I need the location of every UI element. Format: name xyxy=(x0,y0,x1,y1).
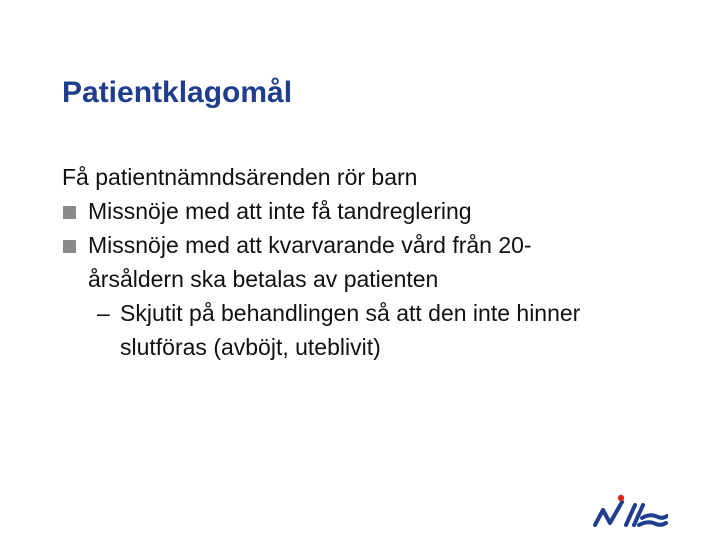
organization-logo xyxy=(592,494,668,530)
bullet-text-line-1: Missnöje med att kvarvarande vård från 20- xyxy=(88,232,532,258)
bullet-text: Missnöje med att inte få tandreglering xyxy=(88,198,472,224)
logo-wave-2 xyxy=(639,522,666,525)
intro-text: Få patientnämndsärenden rör barn xyxy=(62,164,418,190)
logo-wave-1 xyxy=(642,515,667,518)
sub-bullet-text-line-2: slutföras (avböjt, uteblivit) xyxy=(120,334,381,360)
sub-bullet-item xyxy=(62,296,662,364)
bullet-item xyxy=(62,194,662,228)
bullet-item xyxy=(62,228,662,296)
bullet-text-line-2: årsåldern ska betalas av patienten xyxy=(88,266,439,292)
square-bullet-icon xyxy=(63,240,76,253)
logo-dot xyxy=(618,495,624,501)
logo-stroke-n xyxy=(595,502,622,525)
dash-bullet-icon: – xyxy=(97,300,110,326)
sub-bullet-text-line-1: Skjutit på behandlingen så att den inte hinner xyxy=(120,300,581,326)
square-bullet-icon xyxy=(63,206,76,219)
slide-content xyxy=(62,160,662,364)
slide-title: Patientklagomål xyxy=(62,76,293,109)
